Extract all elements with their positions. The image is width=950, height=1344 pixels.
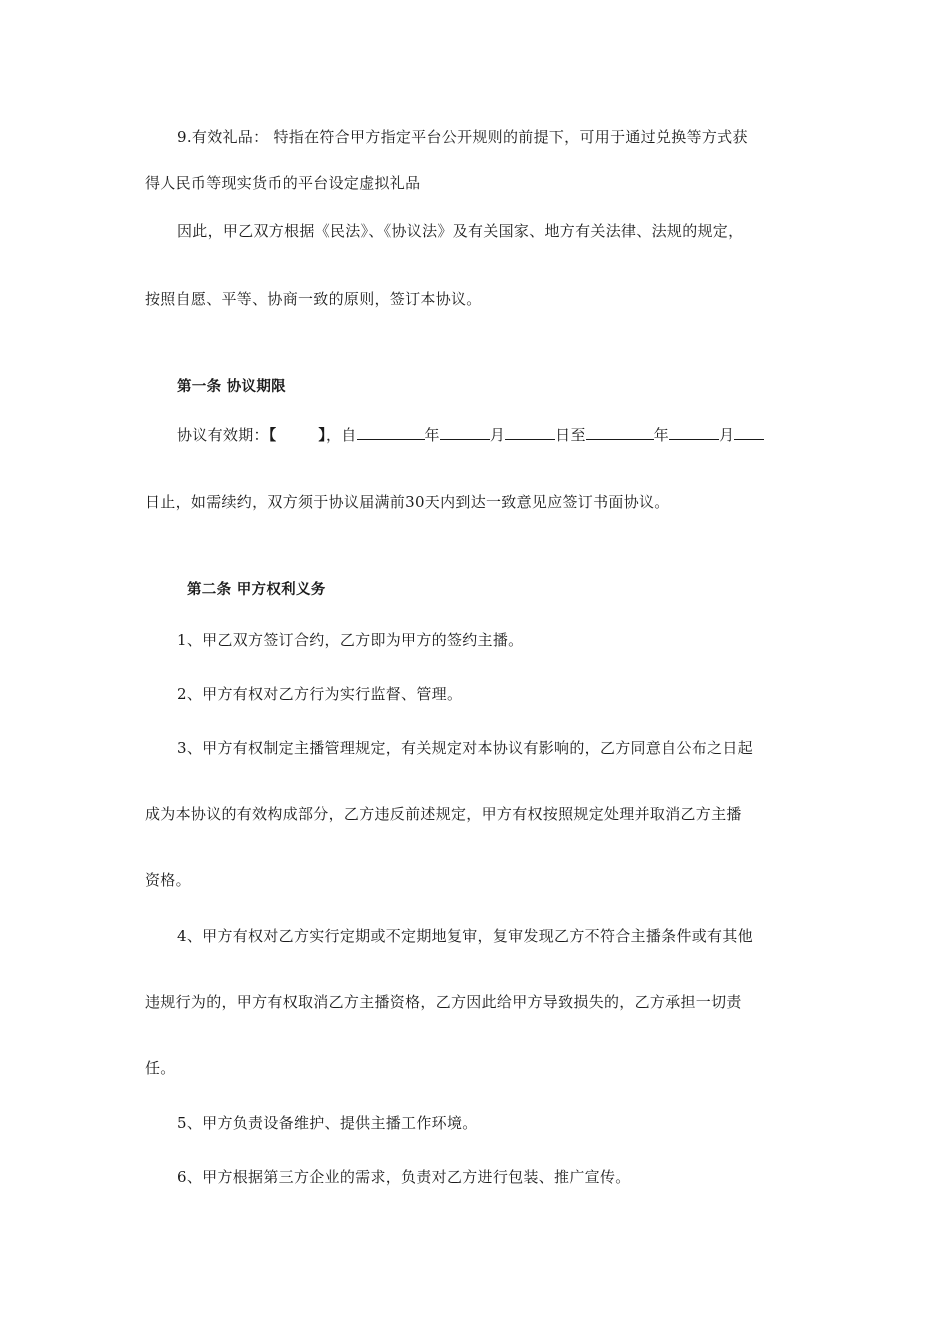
term-continuation: 日止，如需续约，双方须于协议届满前30天内到达一致意见应签订书面协议。	[145, 493, 670, 511]
article2-item3-line1: 3、甲方有权制定主播管理规定，有关规定对本协议有影响的，乙方同意自公布之日起	[177, 739, 753, 757]
end-day-blank	[734, 425, 764, 440]
from-text: ，自	[325, 426, 357, 444]
definition-9-line1: 9.有效礼品： 特指在符合甲方指定平台公开规则的前提下，可用于通过兑换等方式获	[177, 128, 748, 146]
bracket-close: 】	[318, 428, 326, 444]
start-day-blank	[505, 425, 555, 440]
day-to-label: 日至	[555, 426, 586, 444]
article2-item4-line1: 4、甲方有权对乙方实行定期或不定期地复审，复审发现乙方不符合主播条件或有其他	[177, 927, 753, 945]
article2-item5: 5、甲方负责设备维护、提供主播工作环境。	[177, 1114, 478, 1132]
article1-heading: 第一条 协议期限	[177, 379, 286, 395]
article2-item4-line3: 任。	[145, 1059, 176, 1077]
end-year-blank	[586, 425, 654, 440]
month-label-2: 月	[719, 426, 735, 444]
article2-item3-line3: 资格。	[145, 871, 191, 889]
start-month-blank	[440, 425, 490, 440]
term-label: 协议有效期：	[177, 426, 269, 444]
year-label-1: 年	[424, 426, 440, 444]
article2-item6: 6、甲方根据第三方企业的需求，负责对乙方进行包装、推广宣传。	[177, 1168, 631, 1186]
end-month-blank	[669, 425, 719, 440]
preamble-line2: 按照自愿、平等、协商一致的原则，签订本协议。	[145, 290, 482, 308]
start-year-blank	[357, 425, 425, 440]
term-line	[177, 425, 764, 446]
article2-item3-line2: 成为本协议的有效构成部分，乙方违反前述规定，甲方有权按照规定处理并取消乙方主播	[145, 805, 742, 823]
month-label-1: 月	[489, 426, 506, 444]
article2-item4-line2: 违规行为的，甲方有权取消乙方主播资格，乙方因此给甲方导致损失的，乙方承担一切责	[145, 993, 742, 1011]
year-label-2: 年	[653, 426, 670, 444]
bracket-open: 【	[268, 428, 277, 444]
article2-item2: 2、甲方有权对乙方行为实行监督、管理。	[177, 685, 463, 703]
definition-9-line2: 得人民币等现实货币的平台设定虚拟礼品	[145, 174, 421, 192]
article2-item1: 1、甲乙双方签订合约，乙方即为甲方的签约主播。	[177, 631, 524, 649]
preamble-line1: 因此，甲乙双方根据《民法》、《协议法》及有关国家、地方有关法律、法规的规定，	[177, 222, 744, 240]
article2-heading: 第二条 甲方权利义务	[187, 582, 326, 598]
